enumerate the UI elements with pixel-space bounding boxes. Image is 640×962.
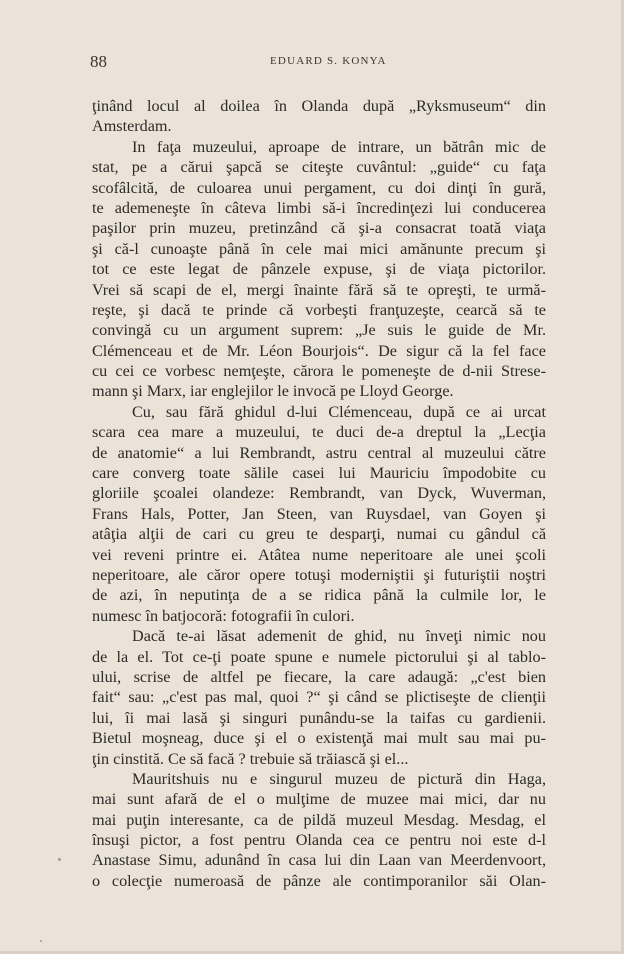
- text-line: Amsterdam.: [92, 117, 172, 136]
- text-line: Bietul moşneag, duce şi el o existenţă mai mult sau mai pu-: [92, 729, 546, 748]
- text-line: atâţia alţii de cari cu greu te desparţi, numai cu gândul că: [92, 525, 546, 544]
- text-line: Cu, sau fără ghidul d-lui Clémenceau, după ce ai urcat: [132, 402, 546, 421]
- text-line: lui, îi mai lasă şi singuri punându-se la taifas cu gardienii.: [92, 708, 546, 727]
- text-line: de anatomie“ a lui Rembrandt, astru central al muzeului către: [92, 443, 546, 462]
- text-line: te ademeneşte în câteva limbi să-i încredinţezi lui conducerea: [92, 198, 546, 217]
- text-line: Vrei să scapi de el, mergi înainte fără să te opreşti, te urmă-: [92, 280, 546, 299]
- body-text: [92, 96, 546, 891]
- text-line: vei reveni printre ei. Atâtea nume neperitoare ale unei şcoli: [92, 545, 546, 564]
- text-line: însuşi pictor, a fost pentru Olanda cea ce pentru noi este d-l: [92, 831, 546, 850]
- text-line: neperitoare, ale căror opere totuşi moderniştii şi futuriştii noştri: [92, 565, 546, 584]
- text-line: ului, scrise de altfel pe fiecare, la care adaugă: „c'est bien: [92, 667, 546, 686]
- text-line: mann şi Marx, iar englejilor le invocă pe Lloyd George.: [92, 382, 454, 401]
- text-line: Anastase Simu, adunând în casa lui din Laan van Meerdenvoort,: [92, 851, 546, 870]
- text-line: mai puţin interesante, ca de pildă muzeul Mesdag. Mesdag, el: [92, 810, 546, 829]
- paper-speck: [58, 858, 61, 861]
- text-line: convingă cu un argument suprem: „Je suis le guide de Mr.: [92, 321, 546, 340]
- text-line: reşte, şi dacă te prinde că vorbeşti franţuzeşte, cearcă să te: [92, 300, 546, 319]
- text-line: de azi, în neputinţa de a se ridica până la culmile lor, le: [92, 586, 546, 605]
- text-line: şi că-l cunoaşte până în cele mai mici amănunte precum şi: [92, 239, 546, 258]
- text-line: ţinând locul al doilea în Olanda după „Ryksmuseum“ din: [92, 97, 546, 115]
- text-line: gloriile şcoalei olandeze: Rembrandt, van Dyck, Wuverman,: [92, 484, 546, 503]
- text-line: Clémenceau et de Mr. Léon Bourjois“. De sigur că la fel face: [92, 341, 546, 360]
- text-line: care converg toate sălile casei lui Mauriciu împodobite cu: [92, 464, 546, 483]
- text-line: de la el. Tot ce-ţi poate spune e numele pictorului şi al tablo-: [92, 647, 546, 666]
- text-line: mai sunt afară de el o mulţime de muzee mai mici, dar nu: [92, 790, 546, 809]
- text-line: paşilor prin muzeu, pretinzând că şi-a consacrat toată viaţa: [92, 219, 546, 238]
- text-line: Dacă te-ai lăsat ademenit de ghid, nu înveţi nimic nou: [132, 627, 546, 646]
- page-header: [90, 52, 550, 76]
- running-title: EDUARD S. KONYA: [270, 55, 387, 67]
- text-line: tot ce este legat de pânzele expuse, şi de viaţa pictorilor.: [92, 260, 546, 279]
- text-line: Mauritshuis nu e singurul muzeu de pictură din Haga,: [132, 769, 546, 788]
- text-line: scofâlcită, de culoarea unui pergament, cu doi dinţi în gură,: [92, 178, 546, 197]
- text-line: scara cea mare a muzeului, te duci de-a dreptul la „Lecţia: [92, 423, 546, 442]
- page-number: 88: [90, 52, 107, 71]
- text-line: cu cei ce vorbesc nemţeşte, cărora le pomeneşte de d-nii Strese-: [92, 362, 546, 381]
- text-line: Frans Hals, Potter, Jan Steen, van Ruysdael, van Goyen şi: [92, 504, 546, 523]
- text-line: In faţa muzeului, aproape de intrare, un bătrân mic de: [132, 137, 546, 156]
- text-line: fait“ sau: „c'est pas mal, quoi ?“ şi când se plictiseşte de clienţii: [92, 688, 546, 707]
- text-line: numesc în batjocoră: fotografii în culori.: [92, 606, 355, 625]
- text-line: ţin cinstită. Ce să facă ? trebuie să trăiască şi el...: [92, 749, 409, 768]
- paper-speck: [40, 940, 42, 942]
- text-line: o colecţie numeroasă de pânze ale contimporanilor săi Olan-: [92, 871, 546, 890]
- text-line: stat, pe a cărui şapcă se citeşte cuvântul: „guide“ cu faţa: [92, 158, 546, 177]
